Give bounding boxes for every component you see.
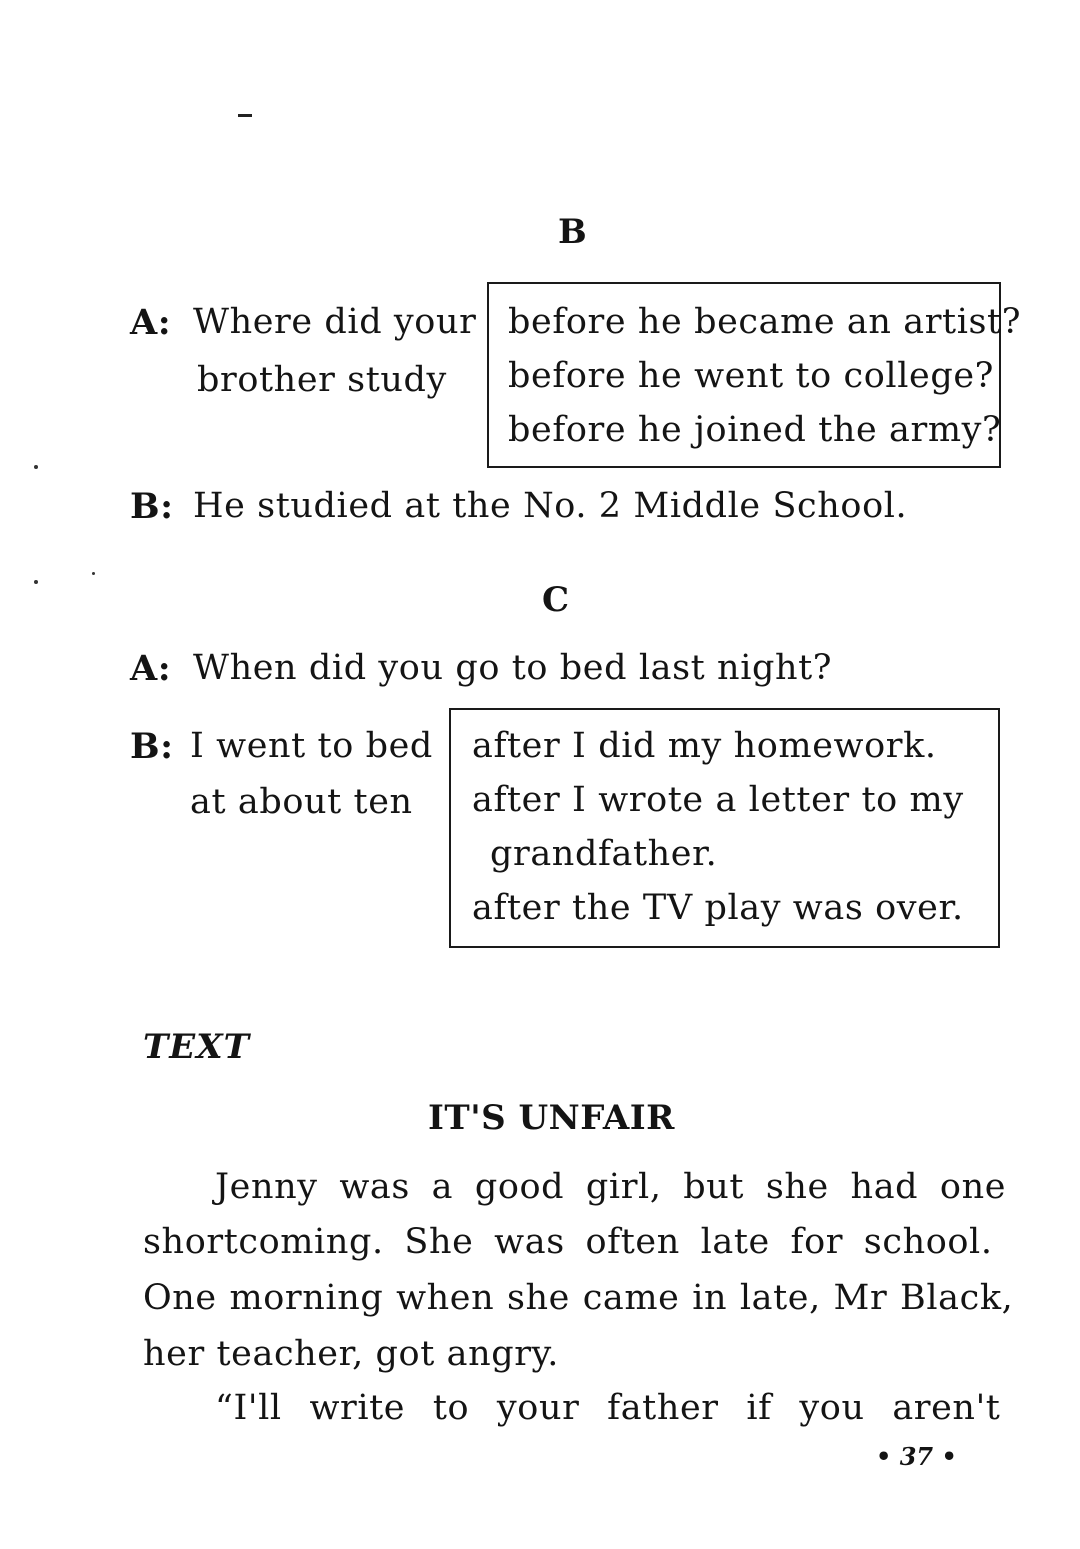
option-c-2-continued: grandfather. <box>490 834 718 874</box>
text-heading: TEXT <box>143 1027 250 1067</box>
section-b-label: B <box>558 212 587 252</box>
option-c-1: after I did my homework. <box>472 726 937 766</box>
speaker-a-b: A: <box>130 302 172 343</box>
speaker-a-c: A: <box>130 648 172 689</box>
option-b-3: before he joined the army? <box>508 410 1002 450</box>
story-title: IT'S UNFAIR <box>428 1098 675 1138</box>
option-b-2: before he went to college? <box>508 356 995 396</box>
question-b-line1: Where did your <box>193 302 477 342</box>
question-b-line2: brother study <box>197 360 447 400</box>
question-c: When did you go to bed last night? <box>193 648 833 688</box>
section-c-label: C <box>542 580 570 620</box>
option-c-3: after the TV play was over. <box>472 888 964 928</box>
page-number: • 37 • <box>876 1442 957 1471</box>
print-speck <box>92 572 95 575</box>
story-line-5: “I'll write to your father if you aren't <box>215 1388 1001 1428</box>
option-c-2: after I wrote a letter to my <box>472 780 964 820</box>
speaker-b-c: B: <box>130 726 174 767</box>
story-line-3: One morning when she came in late, Mr Black, <box>143 1278 1014 1318</box>
print-mark <box>238 114 252 117</box>
answer-b: He studied at the No. 2 Middle School. <box>193 486 908 526</box>
answer-c-line2: at about ten <box>190 782 413 822</box>
answer-c-line1: I went to bed <box>190 726 433 766</box>
option-b-1: before he became an artist? <box>508 302 1022 342</box>
speaker-b-b: B: <box>130 486 174 527</box>
print-speck <box>34 580 38 584</box>
story-line-1: Jenny was a good girl, but she had one <box>215 1167 1007 1207</box>
print-speck <box>34 465 38 469</box>
story-line-4: her teacher, got angry. <box>143 1334 560 1374</box>
story-line-2: shortcoming. She was often late for school. <box>143 1222 993 1262</box>
